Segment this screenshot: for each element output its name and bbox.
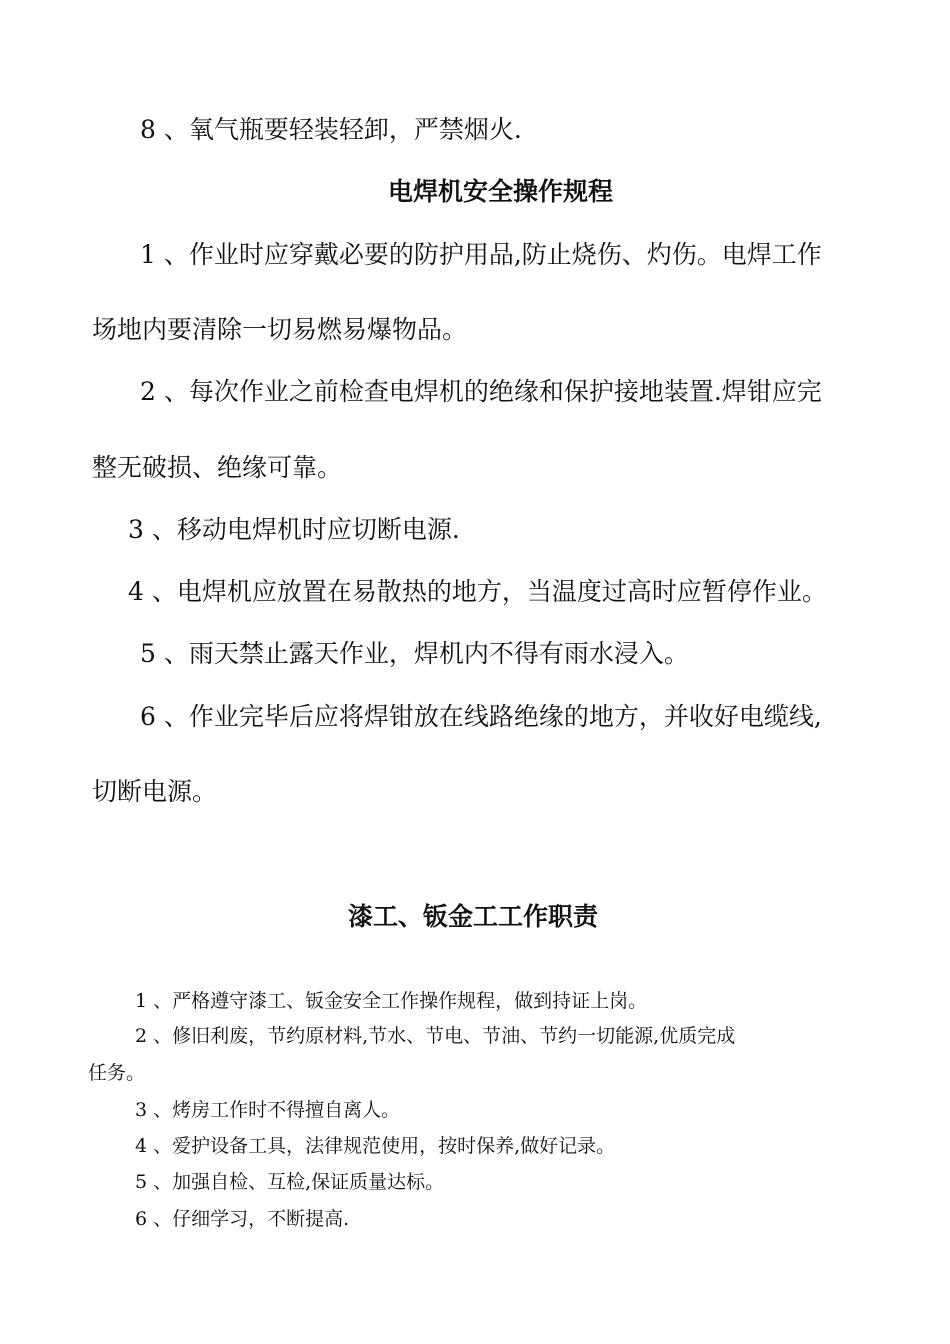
section3-line-3: 任务。 [88, 1062, 146, 1084]
section2-line-3: 2 、每次作业之前检查电焊机的绝缘和保护接地装置.焊钳应完 [140, 377, 822, 406]
section2-line-5: 3 、移动电焊机时应切断电源. [128, 515, 460, 544]
section2-line-1: 1 、作业时应穿戴必要的防护用品,防止烧伤、灼伤。电焊工作 [140, 240, 822, 269]
section1-item-8: 8 、氧气瓶要轻装轻卸，严禁烟火. [140, 115, 522, 144]
section3-title: 漆工、钣金工工作职责 [348, 902, 599, 931]
section2-line-9: 切断电源。 [92, 777, 218, 806]
section2-title: 电焊机安全操作规程 [388, 177, 614, 206]
section3-line-4: 3 、烤房工作时不得擅自离人。 [135, 1099, 401, 1121]
section3-line-1: 1 、严格遵守漆工、钣金安全工作操作规程，做到持证上岗。 [135, 990, 648, 1012]
section2-line-8: 6 、作业完毕后应将焊钳放在线路绝缘的地方，并收好电缆线, [140, 702, 822, 731]
section2-line-6: 4 、电焊机应放置在易散热的地方，当温度过高时应暂停作业。 [128, 577, 827, 606]
section3-line-2: 2 、修旧利废，节约原材料,节水、节电、节油、节约一切能源,优质完成 [135, 1025, 736, 1047]
section2-line-4: 整无破损、绝缘可靠。 [92, 453, 343, 482]
section3-line-6: 5 、加强自检、互检,保证质量达标。 [135, 1171, 445, 1193]
section2-line-7: 5 、雨天禁止露天作业，焊机内不得有雨水浸入。 [140, 639, 689, 668]
section3-line-7: 6 、仔细学习，不断提高. [135, 1208, 350, 1230]
section3-line-5: 4 、爱护设备工具，法律规范使用，按时保养,做好记录。 [135, 1135, 616, 1157]
section2-line-2: 场地内要清除一切易燃易爆物品。 [92, 315, 468, 344]
